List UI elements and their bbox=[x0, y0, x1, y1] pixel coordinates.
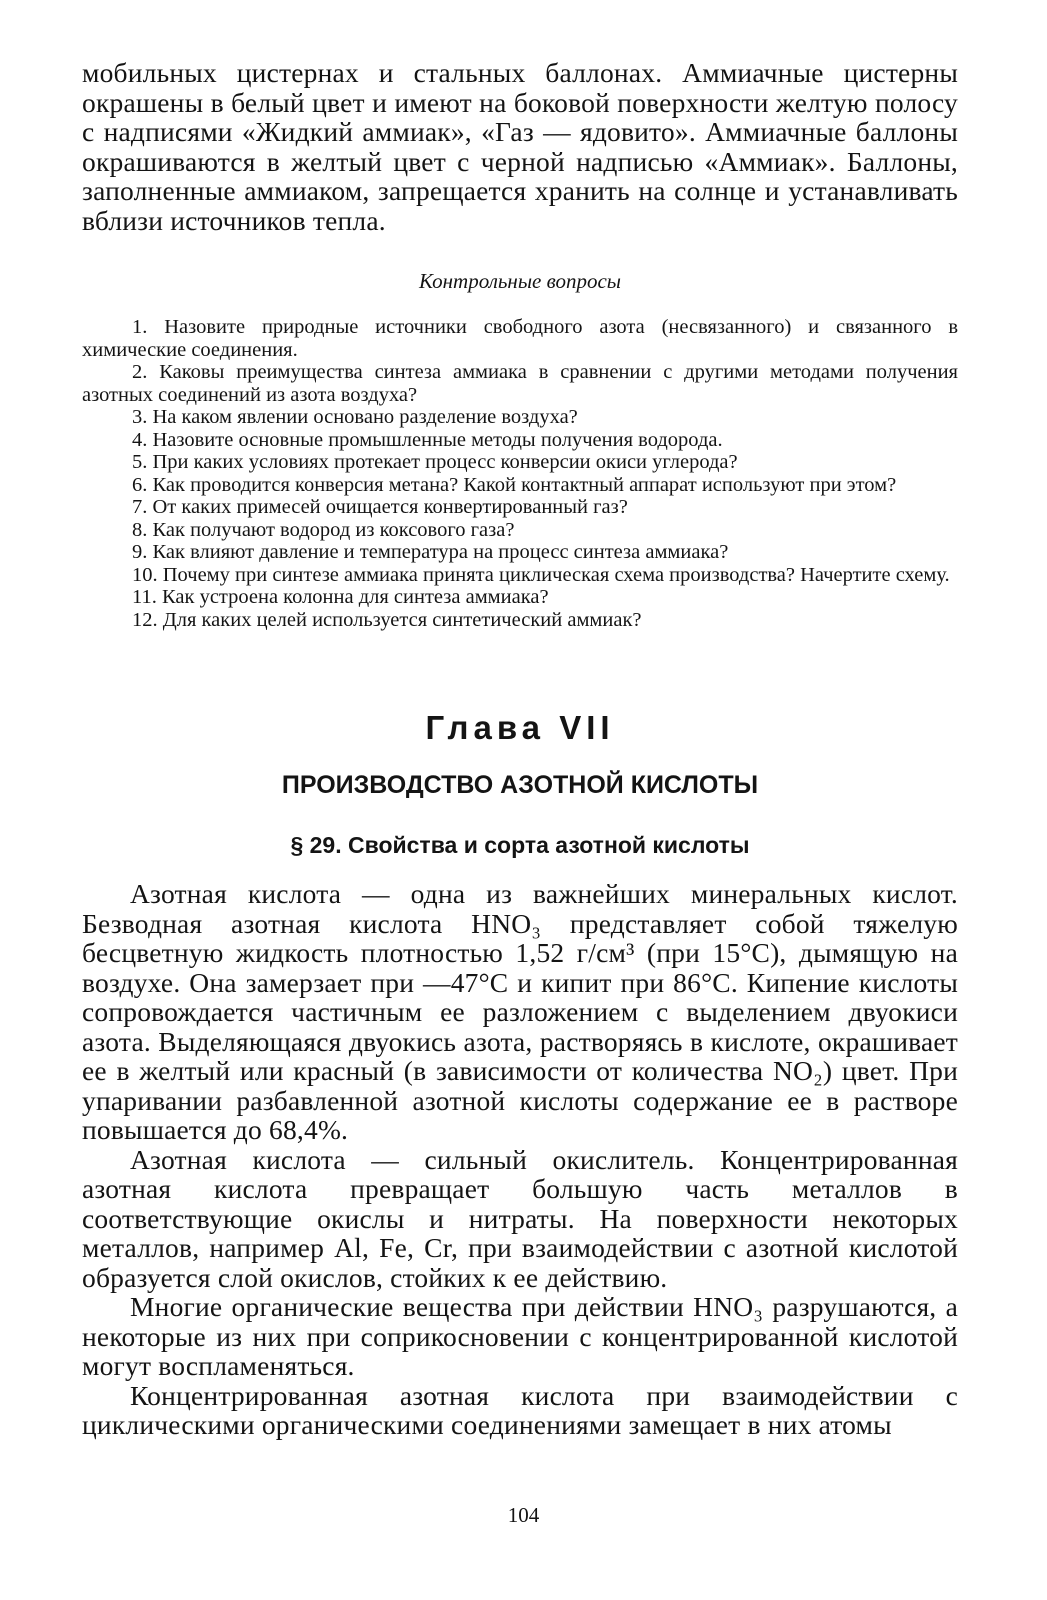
question-item: 7. От каких примесей очищается конвертированный газ? bbox=[132, 496, 628, 518]
question-item: 8. Как получают водород из коксового газа? bbox=[132, 518, 515, 541]
question-item: 5. При каких условиях протекает процесс конверсии окиси углерода? bbox=[132, 451, 738, 473]
question-item: 9. Как влияют давление и температура на процесс синтеза аммиака? bbox=[132, 541, 729, 563]
section-title: § 29. Свойства и сорта азотной кислоты bbox=[290, 832, 750, 858]
body-paragraph: Концентрированная азотная кислота при взаимодействии с циклическими органическими соединениями замещает в них атомы bbox=[82, 1379, 958, 1440]
body-text bbox=[82, 879, 958, 1440]
chapter-title: Глава VII bbox=[425, 709, 615, 746]
question-item: 12. Для каких целей используется синтетический аммиак? bbox=[132, 608, 642, 631]
body-paragraph: Азотная кислота — одна из важнейших минеральных кислот. Безводная азотная кислота HNO₃ представляет собой тяжелую бесцветную жидкость плотностью 1,52 г/см³ (при 15°С), дымящую на воздухе. Она замерзает при —47°С и кипит при 86°С. Кипение кислоты сопровождается частичным ее разложением с выделением двуокиси азота. Выделяющаяся двуокись азота, растворяясь в кислоте, окрашивает ее в желтый или красный (в зависимости от количества NO₂) цвет. При упаривании разбавленной азотной кислоты содержание ее в растворе повышается до 68,4%. bbox=[82, 878, 958, 1145]
question-item: 11. Как устроена колонна для синтеза аммиака? bbox=[132, 586, 549, 608]
body-paragraph: Азотная кислота — сильный окислитель. Концентрированная азотная кислота превращает большую часть металлов в соответствующие окислы и нитраты. На поверхности некоторых металлов, например Al, Fe, Cr, при взаимодействии с азотной кислотой образуется слой окислов, стойких к ее действию. bbox=[82, 1143, 958, 1293]
body-paragraph: Многие органические вещества при действии HNO₃ разрушаются, а некоторые из них при соприкосновении с концентрированной кислотой могут воспламеняться. bbox=[82, 1291, 958, 1381]
question-item: 2. Каковы преимущества синтеза аммиака в сравнении с другими методами получения азотных соединений из азота воздуха? bbox=[82, 361, 958, 406]
book-page bbox=[82, 58, 958, 1440]
questions-list bbox=[82, 316, 958, 631]
question-item: 3. На каком явлении основано разделение воздуха? bbox=[132, 406, 578, 428]
questions-heading: Контрольные вопросы bbox=[418, 269, 621, 293]
page-number: 104 bbox=[507, 1503, 540, 1527]
question-item: 4. Назовите основные промышленные методы получения водорода. bbox=[132, 428, 723, 451]
chapter-subtitle: ПРОИЗВОДСТВО АЗОТНОЙ КИСЛОТЫ bbox=[281, 771, 759, 799]
intro-paragraph: мобильных цистернах и стальных баллонах. Аммиачные цистерны окрашены в белый цвет и имеют на боковой поверхности желтую полосу с надписями «Жидкий аммиак», «Газ — ядовито». Аммиачные баллоны окрашиваются в желтый цвет с черной надписью «Аммиак». Баллоны, заполненные аммиаком, запрещается хранить на солнце и устанавливать вблизи источников тепла. bbox=[82, 57, 958, 236]
question-item: 6. Как проводится конверсия метана? Какой контактный аппарат используют при этом? bbox=[132, 473, 897, 496]
question-item: 1. Назовите природные источники свободного азота (несвязанного) и связанного в химические соединения. bbox=[82, 316, 958, 361]
question-item: 10. Почему при синтезе аммиака принята циклическая схема производства? Начертите схему. bbox=[132, 563, 950, 586]
